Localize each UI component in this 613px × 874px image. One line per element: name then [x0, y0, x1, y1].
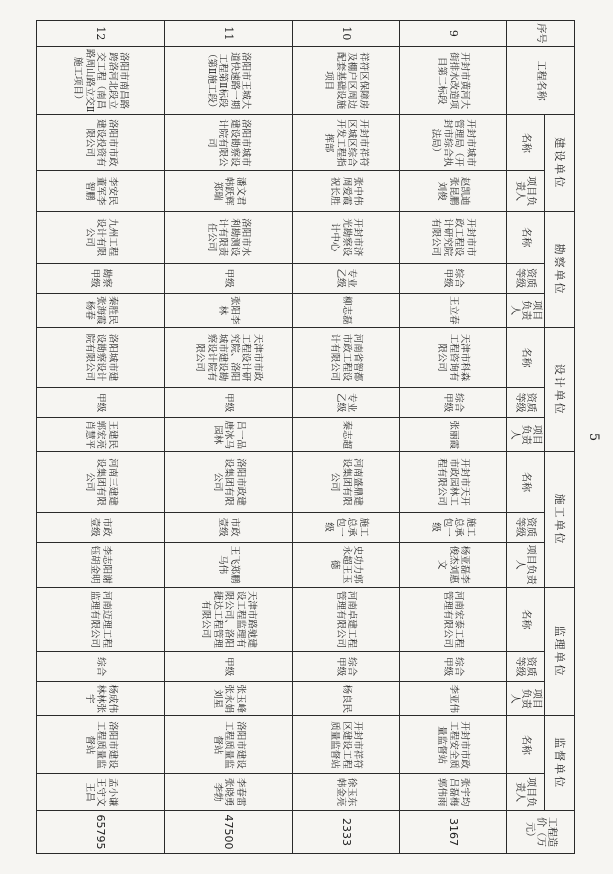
supervision-qual-header: 资质等级: [507, 652, 545, 682]
design-unit-manager: 秦志超: [293, 418, 400, 452]
construction-name-header: 名称: [507, 452, 545, 512]
construction-unit-qualification: 市政壹级: [37, 512, 165, 542]
project-table: [36, 20, 575, 854]
survey-unit-qualification: 综合甲级: [400, 263, 507, 293]
design-unit-manager: 吕一品唐冰马园林: [165, 418, 293, 452]
survey-unit-manager: 王立春: [400, 293, 507, 327]
build-unit-manager: 张中伟周爱霞祝长胜: [293, 171, 400, 212]
build-unit-name: 洛阳市市政建设投资有限公司: [37, 115, 165, 171]
supervision-unit-manager: 杨良民: [293, 682, 400, 716]
supervision-unit-qualification: 综合甲级: [400, 652, 507, 682]
construction-unit-name: 河南三建建设集团有限公司: [37, 452, 165, 512]
build-name-header: 名称: [507, 115, 545, 171]
design-unit-name: 河南省智都市政工程设计有限公司: [293, 327, 400, 387]
oversight-unit-name: 开封市市政工程安全质量监督站: [400, 716, 507, 774]
supervision-manager-header: 项目负责人: [507, 682, 545, 716]
supervision-unit-manager: 李亚伟: [400, 682, 507, 716]
row-no: 11: [165, 21, 293, 47]
supervision-unit-manager: 杨成伟林林张宇: [37, 682, 165, 716]
construction-unit-manager: 王飞郑鹏马伟: [165, 542, 293, 587]
supervision-unit-qualification: 甲级: [165, 652, 293, 682]
col-header-cost: 工程造价（万元）: [507, 810, 575, 853]
survey-unit-name: 洛阳市水利勘测设计有限责任公司: [165, 212, 293, 264]
oversight-unit-name: 洛阳市建设工程质量监督站: [165, 716, 293, 774]
table-row: [165, 21, 293, 854]
build-unit-manager: 赵凯迪张昆鹏刘俊: [400, 171, 507, 212]
oversight-unit-manager: 张宇均吕磊梅郭伟雨: [400, 774, 507, 810]
survey-unit-name: 九州工程设计有限公司: [37, 212, 165, 264]
group-header-design: 设计单位: [545, 327, 575, 452]
construction-unit-manager: 史功力郭永超王玉德: [293, 542, 400, 587]
table-row: [400, 21, 507, 854]
oversight-unit-manager: 徐玉东韩金亮: [293, 774, 400, 810]
group-header-oversight: 监督单位: [545, 716, 575, 810]
survey-name-header: 名称: [507, 212, 545, 264]
group-header-build: 建设单位: [545, 115, 575, 212]
build-unit-name: 洛阳市城市建设勘察设计院有限公司: [165, 115, 293, 171]
survey-unit-name: 开封市市政工程设计研究院有限公司: [400, 212, 507, 264]
build-unit-name: 开封市城市管理局（开封市综合执法局）: [400, 115, 507, 171]
oversight-unit-name: 洛阳市建设工程质量监督站: [37, 716, 165, 774]
supervision-name-header: 名称: [507, 587, 545, 651]
supervision-unit-name: 河南迈理工程监理有限公司: [37, 587, 165, 651]
construction-unit-name: 河南盛鼎建设集团有限公司: [293, 452, 400, 512]
oversight-unit-name: 开封市祥符区建设工程质量监督站: [293, 716, 400, 774]
supervision-unit-manager: 张玉峰张永娟刘星: [165, 682, 293, 716]
project-cost: 2333: [293, 810, 400, 853]
supervision-unit-name: 天津市路驰建设工程监理有限公司、洛阳捷达工程管理有限公司: [165, 587, 293, 651]
build-manager-header: 项目负责人: [507, 171, 545, 212]
table-row: [37, 21, 165, 854]
survey-unit-manager: 柳志磊: [293, 293, 400, 327]
design-unit-qualification: 专业乙级: [293, 388, 400, 418]
header-row-sub: [507, 21, 545, 854]
oversight-manager-header: 项目负责人: [507, 774, 545, 810]
construction-qual-header: 资质等级: [507, 512, 545, 542]
oversight-name-header: 名称: [507, 716, 545, 774]
col-header-project: 工程名称: [507, 46, 575, 115]
supervision-unit-qualification: 综合: [37, 652, 165, 682]
oversight-unit-manager: 李春雷张晓勇李勃: [165, 774, 293, 810]
project-cost: 3167: [400, 810, 507, 853]
design-unit-qualification: 甲级: [165, 388, 293, 418]
build-unit-name: 开封市祥符区城区综合开发工程指挥部: [293, 115, 400, 171]
table-row: [293, 21, 400, 854]
survey-qual-header: 资质等级: [507, 263, 545, 293]
group-header-survey: 勘察单位: [545, 212, 575, 328]
group-header-supervision: 监理单位: [545, 587, 575, 716]
group-header-construction: 施工单位: [545, 452, 575, 587]
construction-unit-qualification: 施工总承包一级: [293, 512, 400, 542]
supervision-unit-name: 河南宏泰工程管理有限公司: [400, 587, 507, 651]
survey-unit-qualification: 甲级: [165, 263, 293, 293]
project-name: 开封市黄河大街排水改造项目第二标段: [400, 46, 507, 115]
design-manager-header: 项目负责人: [507, 418, 545, 452]
survey-unit-qualification: 专业乙级: [293, 263, 400, 293]
project-name: 祥符区保障房及棚户区周边配套基础设施项目: [293, 46, 400, 115]
design-unit-name: 天津市市政工程设计研究院、洛阳城市建设勘察设计院有限公司: [165, 327, 293, 387]
project-name: 洛阳市南昌路跨洛河北段立交工程（南昌路周山路立交Ⅱ施工项目）: [37, 46, 165, 115]
survey-unit-qualification: 勘察甲级: [37, 263, 165, 293]
header-row-groups: [545, 21, 575, 854]
design-unit-name: 洛阳城市建设勘察设计院有限公司: [37, 327, 165, 387]
design-unit-qualification: 综合甲级: [400, 388, 507, 418]
survey-manager-header: 项目负责人: [507, 293, 545, 327]
construction-unit-name: 洛阳市政建设集团有限公司: [165, 452, 293, 512]
construction-unit-name: 开封市天开市政园林工程有限公司: [400, 452, 507, 512]
supervision-unit-qualification: 综合甲级: [293, 652, 400, 682]
row-no: 9: [400, 21, 507, 47]
design-unit-manager: 张丽霞: [400, 418, 507, 452]
col-header-no: 序号: [507, 21, 575, 47]
build-unit-manager: 潘文君韩跃辉郑瑞: [165, 171, 293, 212]
design-qual-header: 资质等级: [507, 388, 545, 418]
build-unit-manager: 李安民董军李智鹏: [37, 171, 165, 212]
row-no: 12: [37, 21, 165, 47]
row-no: 10: [293, 21, 400, 47]
survey-unit-manager: 张阳李林: [165, 293, 293, 327]
page-number: 5: [586, 432, 601, 442]
survey-unit-manager: 秦胜民张海霞杨春: [37, 293, 165, 327]
construction-unit-manager: 杨亚磊李俊杰刘惠文: [400, 542, 507, 587]
project-cost: 47500: [165, 810, 293, 853]
design-name-header: 名称: [507, 327, 545, 387]
construction-unit-qualification: 市政壹级: [165, 512, 293, 542]
construction-manager-header: 项目负责人: [507, 542, 545, 587]
design-unit-manager: 王建民郭宏亮肖慧平: [37, 418, 165, 452]
design-unit-name: 天津市科森工程咨询有限公司: [400, 327, 507, 387]
construction-unit-manager: 李志阳谢钰胡金明: [37, 542, 165, 587]
design-unit-qualification: 甲级: [37, 388, 165, 418]
project-name: 洛阳市王城大道快速路一期工程第Ⅱ标段（第Ⅱ施工段）: [165, 46, 293, 115]
project-cost: 65795: [37, 810, 165, 853]
survey-unit-name: 开封市济光勘察设计中心: [293, 212, 400, 264]
supervision-unit-name: 河南卓建工程管理有限公司: [293, 587, 400, 651]
construction-unit-qualification: 施工总承包一级: [400, 512, 507, 542]
oversight-unit-manager: 孟小谦王守文王昌: [37, 774, 165, 810]
